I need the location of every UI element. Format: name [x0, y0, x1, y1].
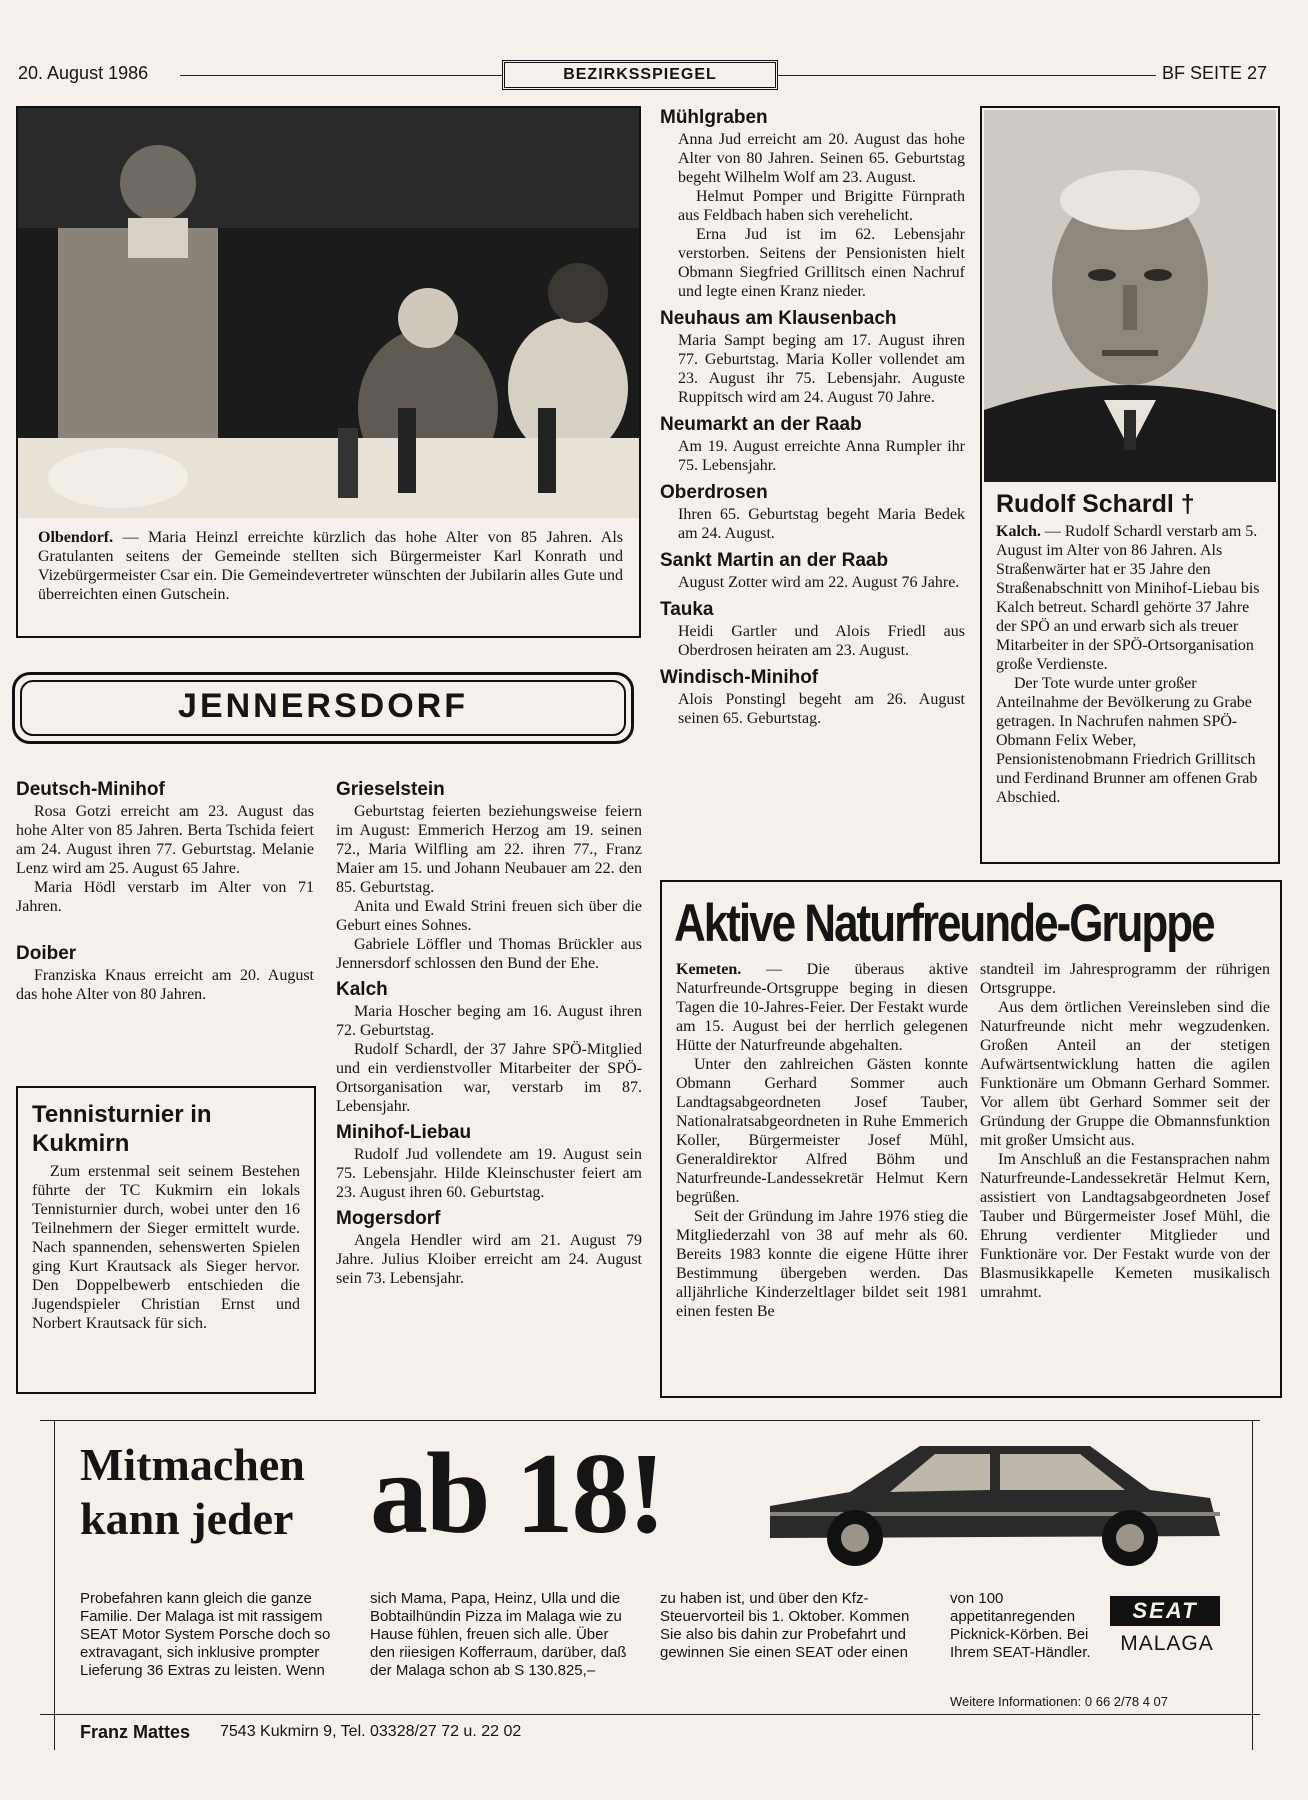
ad-col1: Probefahren kann gleich die ganze Familie. Der Malaga ist mit rassigem SEAT Motor System Porsche doch so extravagant, sich inklusive prompter Lieferung 36 Extras zu leisten. Wenn	[80, 1590, 331, 1679]
article-kalch: Kalch Maria Hoscher beging am 16. August ihren 72. Geburtstag. Rudolf Schardl, der 37 Jahre SPÖ-Mitglied und ein verdienstvoller Mitarbeiter der SPÖ-Ortsorganisation war, verstarb im 87. Lebensjahr.	[336, 979, 642, 1115]
obituary-portrait	[984, 110, 1276, 482]
obituary-text: Kalch. — Rudolf Schardl verstarb am 5. August im Alter von 86 Jahren. Als Straßenwärter hat er 35 Jahre den Straßenabschnitt von Minihof-Liebau bis Kalch betreut. Schardl gehörte 37 Jahre der SPÖ an und erwarb sich als treuer Mitarbeiter in der SPÖ-Ortsorganisation große Verdienste. Der Tote wurde unter großer Anteilnahme der Bevölkerung zu Grabe getragen. In Nachrufen nahmen SPÖ-Obmann Felix Weber, Pensionistenobmann Friedrich Grillitsch und Ferdinand Brunner am offenen Grab Abschied.	[996, 523, 1260, 806]
ad-big-text: ab 18!	[370, 1430, 665, 1558]
article-muehlgraben: Mühlgraben Anna Jud erreicht am 20. August das hohe Alter von 80 Jahren. Seinen 65. Geburtstag begeht Wilhelm Wolf am 23. August. Helmut Pomper und Brigitte Fürnprath aus Feldbach haben sich verehelicht. Erna Jud ist im 62. Lebensjahr verstorben. Seitens der Pensionisten hielt Obmann Siegfried Grillitsch einen Nachruf und legte einen Kranz nieder.	[660, 107, 965, 300]
left-column	[16, 778, 314, 1004]
ad-col4: von 100 appetitanregenden Picknick-Körben. Bei Ihrem SEAT-Händler.	[950, 1590, 1091, 1661]
naturfreunde-right: standteil im Jahresprogramm der rührigen Ortsgruppe. Aus dem örtlichen Vereinsleben sind die Naturfreunde nicht mehr wegzudenken. Großen Anteil an der stetigen Aufwärtsentwicklung hatten die agilen Funktionäre um Obmann Gerhard Sommer. Vor allem übt Gerhard Sommer seit der Gründung der Gruppe die Obmannsfunktion mit großer Umsicht aus. Im Anschluß an die Festansprachen nahm Naturfreunde-Landessekretär Helmut Kern, assistiert von Landtagsabgeordneten Josef Tauber und Bürgermeister Josef Mühl, die Ehrung verdienter Mitglieder und Funktionäre vor. Der Festakt wurde von der Blasmusikkapelle Kemeten musikalisch umrahmt.	[980, 961, 1270, 1301]
naturfreunde-title: Aktive Naturfreunde-Gruppe	[674, 894, 1214, 953]
tennis-box	[16, 1086, 316, 1394]
olbendorf-photo	[18, 108, 639, 518]
ad-col3: zu haben ist, und über den Kfz-Steuervorteil bis 1. Oktober. Kommen Sie also bis dahin zur Probefahrt und gewinnen Sie einen SEAT oder einen	[660, 1590, 910, 1661]
obituary-name: Rudolf Schardl †	[996, 490, 1195, 518]
article-grieselstein: Grieselstein Geburtstag feierten beziehungsweise feiern im August: Emmerich Herzog am 19. seinen 72., Maria Wilfling am 22. ihren 77., Franz Maier am 15. und Johann Neubauer am 22. den 85. Geburtstag. Anita und Ewald Strini freuen sich über die Geburt eines Sohnes. Gabriele Löffler und Thomas Brückler aus Jennersdorf schlossen den Bund der Ehe.	[336, 779, 642, 972]
malaga-label: MALAGA	[1120, 1632, 1214, 1655]
naturfreunde-box	[660, 880, 1282, 1398]
ad-headline: Mitmachen kann jeder	[80, 1439, 305, 1544]
car-illustration	[760, 1426, 1230, 1576]
naturfreunde-left: Kemeten. — Die überaus aktive Naturfreunde-Ortsgruppe beging in diesen Tagen die 10-Jahres-Feier. Der Festakt wurde am 15. August bei der herrlich gelegenen Hütte der Naturfreunde abgehalten. Unter den zahlreichen Gästen konnte Obmann Gerhard Sommer auch Landtagsabgeordneten Josef Tauber, Nationalratsabgeordneten in Ruhe Emmerich Koller, Bürgermeister Josef Mühl, Generaldirektor Alfred Böhm und Naturfreunde-Landessekretär Helmut Kern begrüßen. Seit der Gründung im Jahre 1976 stieg die Mitgliederzahl von 38 auf mehr als 60. Bereits 1983 konnte die eigene Hütte ihrer Bestimmung übergeben werden. Das alljährliche Kinderzeltlager bildet seit 1981 einen festen Be	[676, 961, 969, 1320]
caption-place: Olbendorf.	[38, 529, 114, 546]
article-oberdrosen: Oberdrosen Ihren 65. Geburtstag begeht Maria Bedek am 24. August.	[660, 482, 965, 542]
ad-info-line: Weitere Informationen: 0 66 2/78 4 07	[950, 1694, 1169, 1709]
dealer-name: Franz Mattes	[80, 1722, 191, 1742]
article-neumarkt: Neumarkt an der Raab Am 19. August erreichte Anna Rumpler ihr 75. Lebensjahr.	[660, 414, 965, 474]
second-column	[336, 778, 642, 1288]
seat-logo: SEAT	[1110, 1596, 1220, 1626]
article-doiber: Doiber Franziska Knaus erreicht am 20. August das hohe Alter von 80 Jahren.	[16, 943, 314, 1003]
seat-ad	[40, 1420, 1260, 1750]
banner-title: JENNERSDORF	[178, 687, 468, 725]
issue-date: 20. August 1986	[18, 63, 149, 83]
tennis-text: Zum erstenmal seit seinem Bestehen führte der TC Kukmirn ein lokals Tennisturnier durch, wobei unter den 16 Teilnehmern der Sieger ermittelt wurde. Nach spannenden, sehenswerten Spielen ging Kurt Krautsack als Sieger hervor. Den Doppelbewerb entschieden die Jugendspieler Christian Ernst und Norbert Krautsack für sich.	[32, 1163, 300, 1332]
dealer-address: 7543 Kukmirn 9, Tel. 03328/27 72 u. 22 02	[220, 1723, 522, 1740]
article-deutsch-minihof: Deutsch-Minihof Rosa Gotzi erreicht am 23. August das hohe Alter von 85 Jahren. Berta Tschida feiert am 24. August ihren 77. Geburtstag. Melanie Lenz wird am 25. August 65 Jahre. Maria Hödl verstarb im Alter von 71 Jahren.	[16, 779, 314, 915]
section-title: BEZIRKSSPIEGEL	[502, 60, 778, 90]
page-number: BF SEITE 27	[1162, 63, 1268, 83]
ad-col2: sich Mama, Papa, Heinz, Ulla und die Bobtailhündin Pizza im Malaga wie zu Hause fühlen, freuen sich alle. Über den riiesigen Kofferraum, darüber, daß der Malaga schon ab S 130.825,–	[370, 1590, 627, 1679]
article-neuhaus: Neuhaus am Klausenbach Maria Sampt beging am 17. August ihren 77. Geburtstag. Maria Koller vollendet am 23. August ihr 75. Lebensjahr. Auguste Ruppitsch wird am 24. August 70 Jahre.	[660, 308, 965, 406]
mid-column	[660, 106, 965, 728]
obituary-box	[980, 106, 1280, 864]
article-windisch-minihof: Windisch-Minihof Alois Ponstingl begeht am 26. August seinen 65. Geburtstag.	[660, 667, 965, 727]
article-tauka: Tauka Heidi Gartler und Alois Friedl aus Oberdrosen heiraten am 23. August.	[660, 599, 965, 659]
article-mogersdorf: Mogersdorf Angela Hendler wird am 21. August 79 Jahre. Julius Kloiber erreicht am 24. August sein 73. Lebensjahr.	[336, 1208, 642, 1287]
article-sankt-martin: Sankt Martin an der Raab August Zotter wird am 22. August 76 Jahre.	[660, 550, 960, 591]
article-minihof-liebau: Minihof-Liebau Rudolf Jud vollendete am 19. August sein 75. Lebensjahr. Hilde Kleinschuster feiert am 23. August ihren 60. Geburtstag.	[336, 1122, 642, 1201]
olbendorf-caption: Olbendorf. — Maria Heinzl erreichte kürzlich das hohe Alter von 85 Jahren. Als Gratulanten seitens der Gemeinde stellten sich Bürgermeister Karl Konrath und Vizebürgermeister Csar ein. Die Gemeindevertreter wünschten der Jubilarin alles Gute und überreichten einen Gutschein.	[38, 529, 624, 603]
jennersdorf-banner	[12, 672, 634, 744]
olbendorf-photo-frame	[16, 106, 641, 638]
tennis-title: Tennisturnier in Kukmirn	[32, 1101, 212, 1157]
